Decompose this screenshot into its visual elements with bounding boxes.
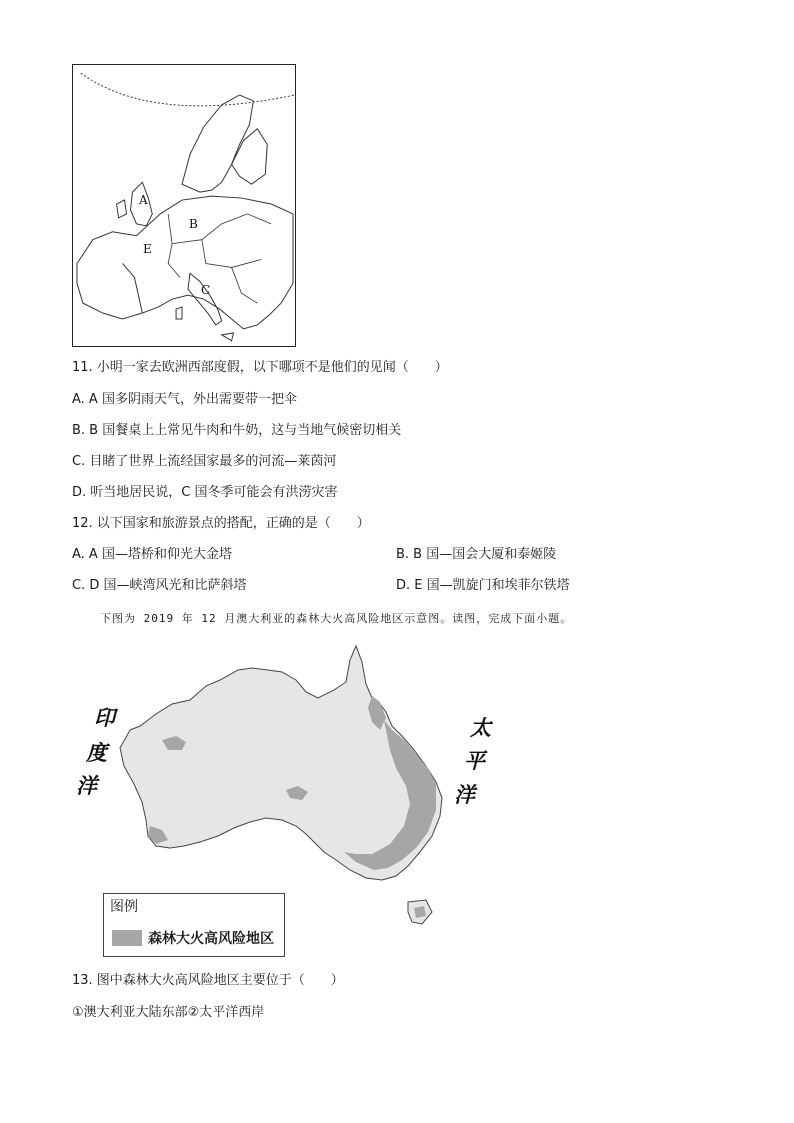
q11-option-d: D. 听当地居民说，C 国冬季可能会有洪涝灾害 [72, 485, 338, 500]
q12-option-d: D. E 国—凯旋门和埃菲尔铁塔 [396, 578, 570, 593]
country-label-c: C [201, 283, 211, 297]
q13-stem: 13. 图中森林大火高风险地区主要位于（ ） [72, 973, 344, 988]
legend-item-label: 森林大火高风险地区 [148, 931, 274, 947]
ocean-label-pacific-2: 平 [464, 748, 485, 773]
legend-swatch [112, 930, 142, 946]
ocean-label-pacific-1: 太 [470, 715, 491, 740]
country-label-b: B [189, 217, 198, 231]
q11-option-c: C. 目睹了世界上流经国家最多的河流—莱茵河 [72, 454, 337, 469]
q11-option-b: B. B 国餐桌上上常见牛肉和牛奶，这与当地气候密切相关 [72, 423, 402, 438]
q12-option-a: A. A 国—塔桥和仰光大金塔 [72, 547, 232, 562]
legend-title: 图例 [110, 899, 138, 915]
q12-option-c: C. D 国—峡湾风光和比萨斜塔 [72, 578, 247, 593]
ocean-label-indian-1: 印 [94, 705, 115, 730]
q12-stem: 12. 以下国家和旅游景点的搭配，正确的是（ ） [72, 516, 370, 531]
q11-option-a: A. A 国多阴雨天气，外出需要带一把伞 [72, 392, 297, 407]
ocean-label-indian-2: 度 [86, 740, 107, 765]
map-legend [103, 893, 285, 957]
ocean-label-pacific-3: 洋 [454, 782, 475, 807]
q12-option-b: B. B 国—国会大厦和泰姬陵 [396, 547, 557, 562]
europe-map-drawing [73, 65, 295, 346]
q11-stem: 11. 小明一家去欧洲西部度假，以下哪项不是他们的见闻（ ） [72, 360, 448, 375]
country-label-a: A [139, 193, 148, 207]
country-label-e: E [143, 242, 152, 256]
ocean-label-indian-3: 洋 [76, 773, 97, 798]
risk-area-tasmania [414, 906, 426, 918]
australia-intro: 下图为 2019 年 12 月澳大利亚的森林大火高风险地区示意图。读图，完成下面小题。 [100, 612, 573, 625]
q13-options-line: ①澳大利亚大陆东部②太平洋西岸 [72, 1005, 265, 1020]
europe-map [72, 64, 296, 347]
